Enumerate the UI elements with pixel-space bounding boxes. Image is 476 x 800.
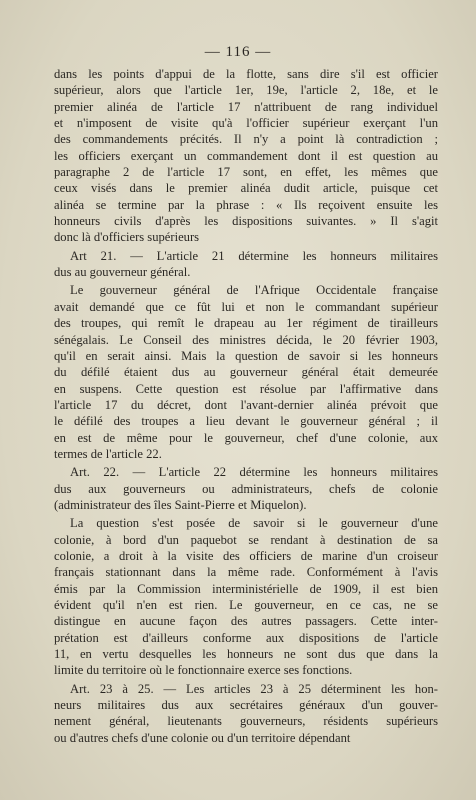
paragraph [54,248,438,281]
text-line: sénégalais. Le Conseil des ministres décida, le 20 février 1903, [54,332,438,347]
text-line: donc là d'officiers supérieurs [54,230,200,245]
text-line: ou d'autres chefs d'une colonie ou d'un territoire dépendant [54,730,351,745]
text-line: du défilé étaient dus au gouverneur général était demeurée [54,365,438,380]
body-text [54,66,438,746]
text-line: Le gouverneur général de l'Afrique Occidentale française [70,283,438,298]
text-line: l'article 17 du décret, dont l'avant-dernier alinéa prévoit que [54,397,438,412]
text-line: des commandements précités. Il n'y a point là contradiction ; [54,132,438,147]
text-line: Art. 22. — L'article 22 détermine les honneurs militaires [70,465,438,480]
paragraph [54,464,438,513]
text-line: (administrateur des îles Saint-Pierre et Miquelon). [54,497,307,512]
text-line: supérieur, alors que l'article 1er, 19e, l'article 2, 18e, et le [54,83,438,98]
paragraph [54,515,438,678]
text-line: colonie, à bord d'un paquebot se rendant à destination de sa [54,532,438,547]
text-line: limite du territoire où le fonctionnaire exerce ses fonctions. [54,663,353,678]
text-line: émis par la Commission interministérielle de 1909, il est bien [54,581,438,596]
paragraph [54,282,438,462]
text-line: premier alinéa de l'article 17 n'attribuent de rang individuel [54,99,438,114]
text-line: le défilé des troupes a lieu devant le gouverneur général ; il [54,414,438,429]
paragraph [54,66,438,246]
text-line: dus au gouverneur général. [54,265,191,280]
text-line: prétation est d'ailleurs conforme aux dispositions de l'article [54,630,438,645]
text-line: distingue en aucune façon des autres passagers. Cette inter- [54,614,438,629]
text-line: et n'imposent de visite qu'à l'officier supérieur exerçant l'un [54,116,438,131]
text-line: des troupes, qui remît le drapeau au 1er régiment de tirailleurs [54,316,438,331]
text-line: neurs militaires dus aux secrétaires généraux d'un gouver- [54,698,438,713]
text-line: Art. 23 à 25. — Les articles 23 à 25 déterminent les hon- [70,681,438,696]
text-line: alinéa se termine par la phrase : « Ils reçoivent ensuite les [54,197,438,212]
text-line: termes de l'article 22. [54,446,162,461]
text-line: 11, en vertu desquelles les honneurs ne sont dus que dans la [54,647,438,662]
text-line: les officiers exerçant un commandement dont il est question au [54,148,438,163]
text-line: paragraphe 2 de l'article 17 sont, en effet, les mêmes que [54,165,438,180]
paragraph [54,681,438,746]
text-line: qu'il en serait ainsi. Mais la question de savoir si les honneurs [54,348,438,363]
text-line: en suspens. Cette question est résolue par l'affirmative dans [54,381,438,396]
text-line: nement général, lieutenants gouverneurs, résidents supérieurs [54,714,438,729]
text-line: ceux visés dans le premier alinéa dudit article, puisque cet [54,181,438,196]
text-line: colonie, a droit à la visite des officiers de marine d'un croiseur [54,548,438,563]
text-line: dus aux gouverneurs ou administrateurs, chefs de colonie [54,481,438,496]
text-line: Art 21. — L'article 21 détermine les honneurs militaires [70,248,438,263]
page-number: — 116 — [204,44,272,60]
text-line: avait demandé que ce fût lui et non le commandant supérieur [54,299,438,314]
text-line: en est de même pour le gouverneur, chef d'une colonie, aux [54,430,438,445]
text-line: évident qu'il n'en est rien. Le gouverneur, en ce cas, ne se [54,598,438,612]
text-line: La question s'est posée de savoir si le gouverneur d'une [70,516,438,531]
text-line: français stationnant dans la même rade. Conformément à l'avis [54,565,438,580]
text-line: dans les points d'appui de la flotte, sans dire s'il est officier [54,67,438,81]
text-line: honneurs civils d'après les dispositions suivantes. » Il s'agit [54,214,438,229]
